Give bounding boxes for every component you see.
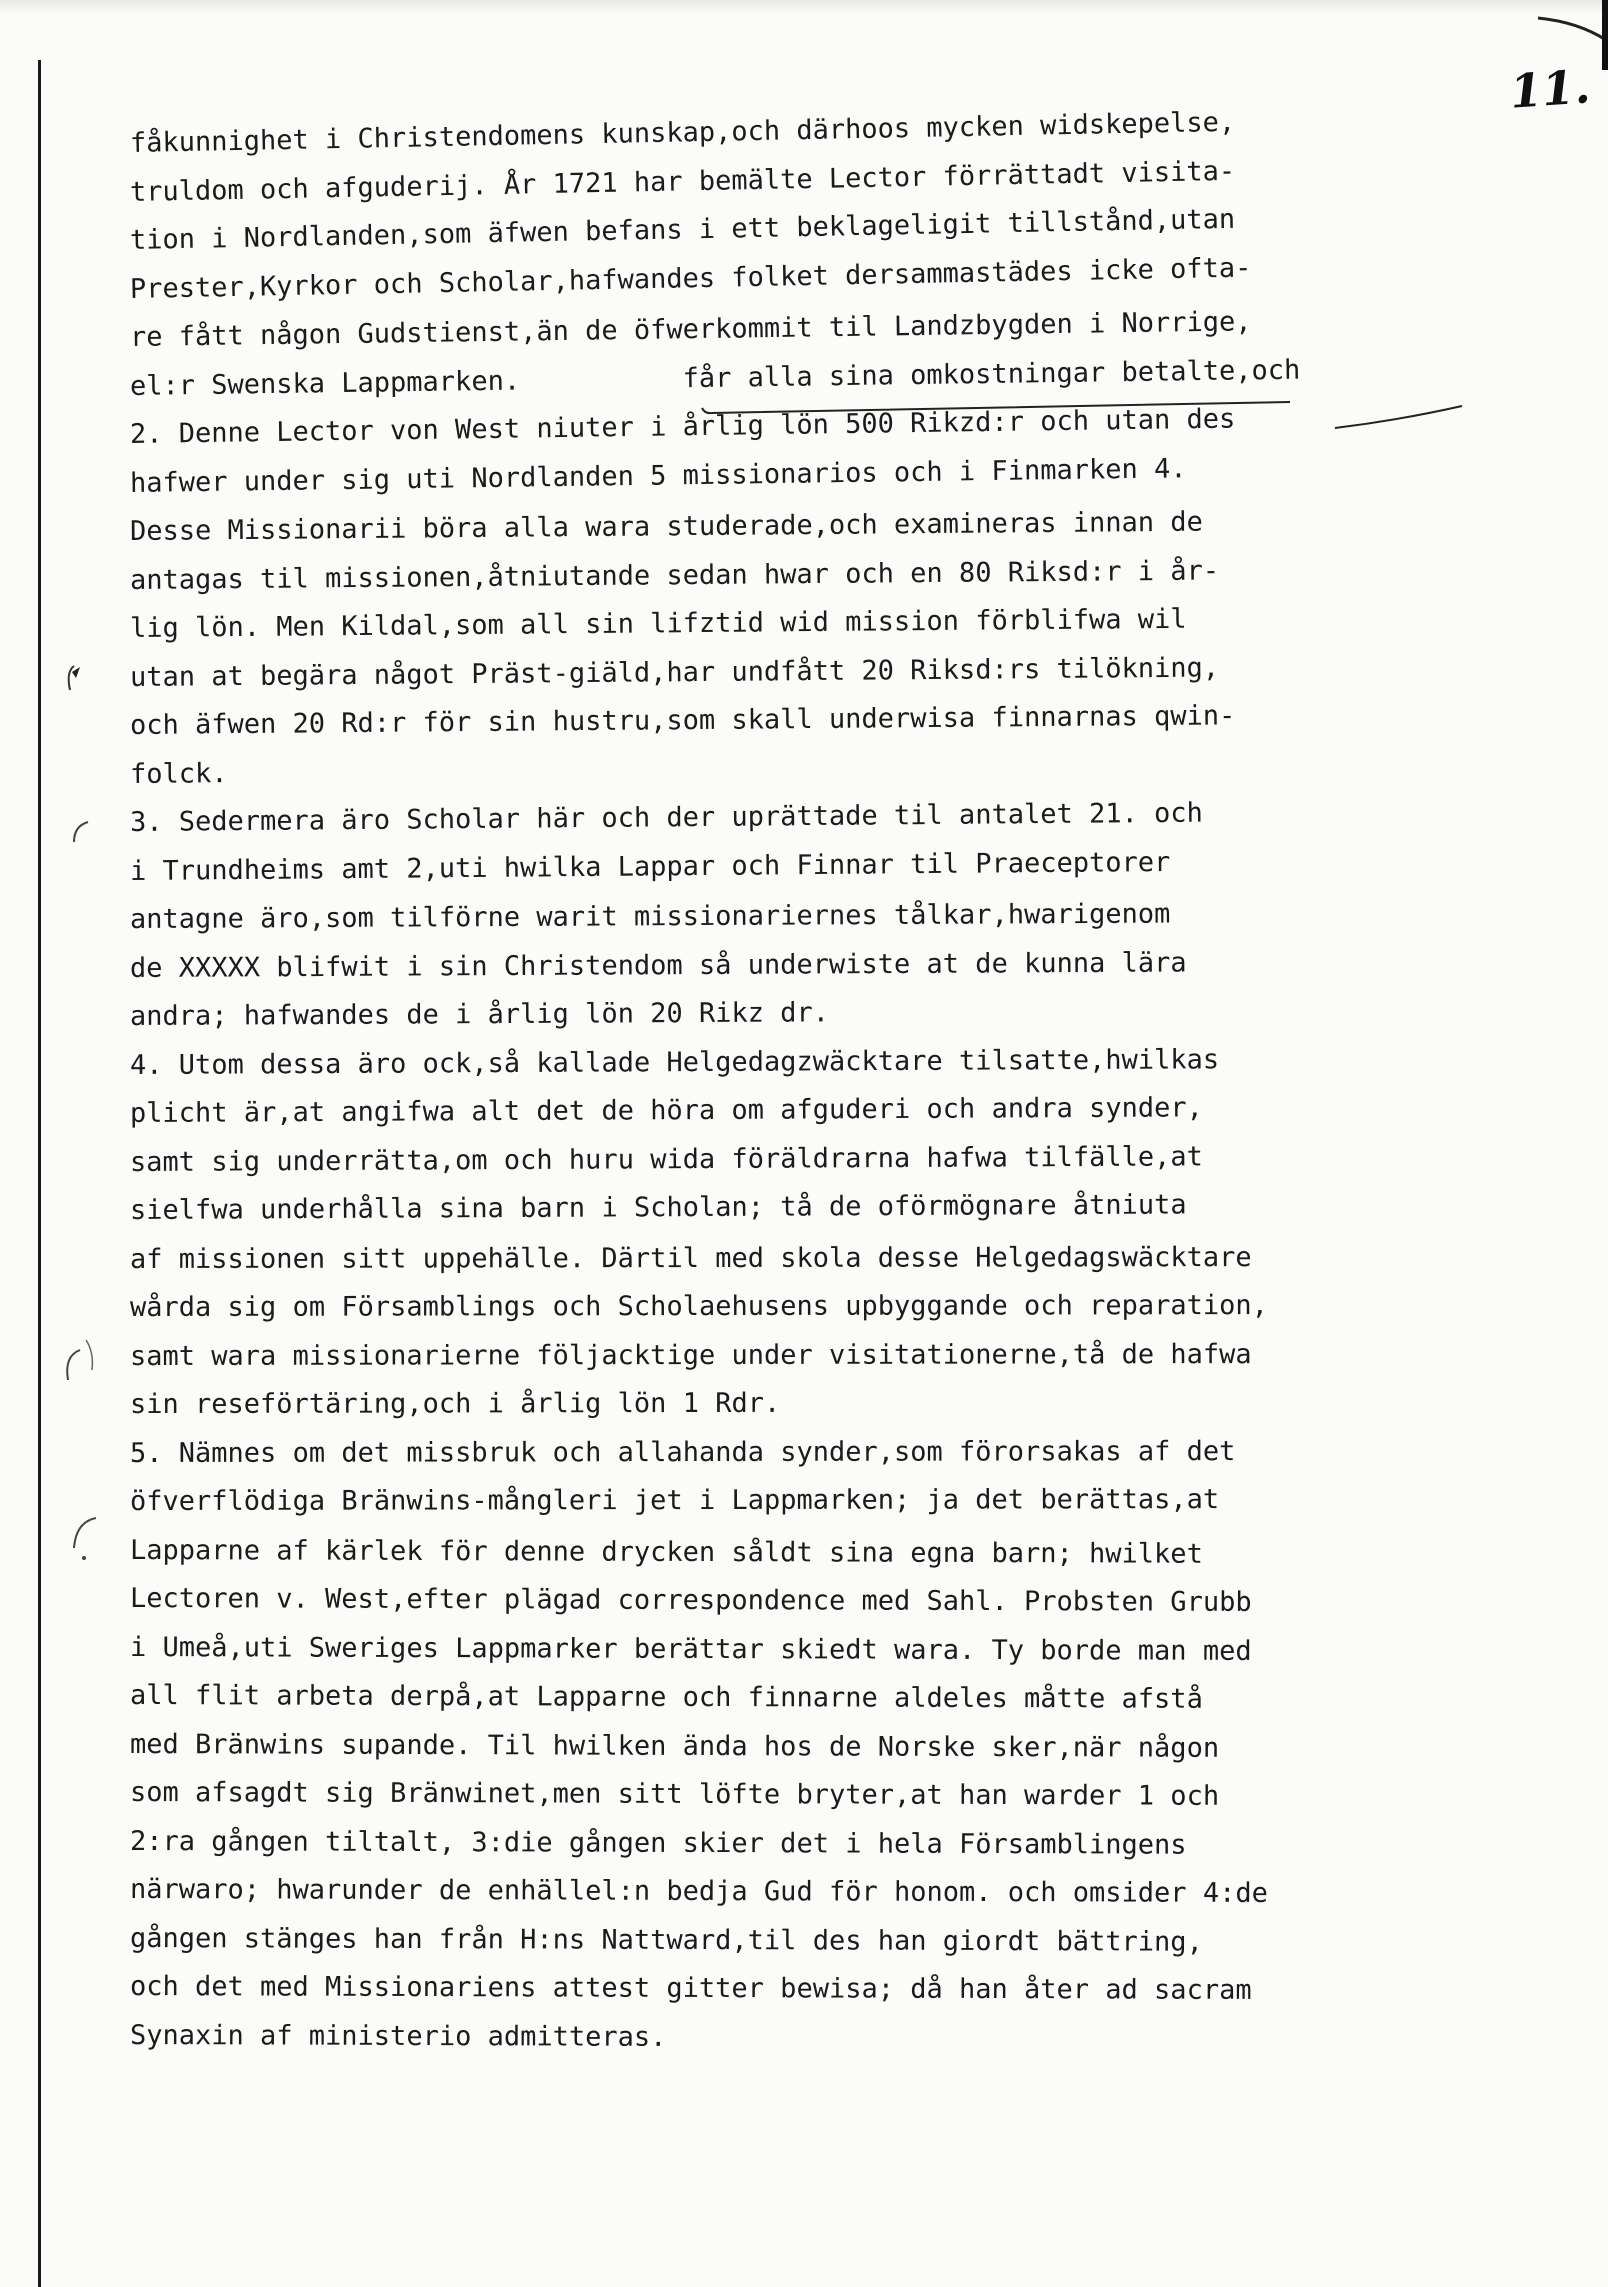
text-line: antagne äro,som tilförne warit missionariernes tålkar,hwarigenom [129,898,1171,935]
text-line: med Bränwins supande. Til hwilken ända hos de Norske sker,när någon [129,1728,1220,1764]
text-line: plicht är,at angifwa alt det de höra om afguderi och andra synder, [129,1092,1203,1129]
text-line: truldom och afguderij. År 1721 har bemälte Lector förrättadt visita- [129,155,1236,208]
text-line: och äfwen 20 Rd:r för sin hustru,som skall underwisa finnarnas qwin- [129,700,1236,741]
text-line: öfverflödiga Bränwins-mångleri jet i Lappmarken; ja det berättas,at [129,1484,1220,1517]
text-line: Desse Missionarii böra alla wara studerade,och examineras innan de [129,506,1203,547]
text-line: 2:ra gången tiltalt, 3:die gången skier det i hela Församblingens [129,1825,1187,1861]
text-line: samt sig underrätta,om och huru wida föräldrarna hafwa tilfälle,at [129,1140,1203,1178]
text-line: lig lön. Men Kildal,som all sin lifztid wid mission förblifwa wil [129,603,1187,644]
text-line: fåkunnighet i Christendomens kunskap,och därhoos mycken widskepelse, [129,106,1236,159]
text-line: närwaro; hwarunder de enhällel:n bedja Gud för honom. och omsider 4:de [129,1874,1268,1909]
text-line: el:r Swenska Lappmarken. får alla sina omkostningar betalte,och [129,354,1301,402]
text-line: tion i Nordlanden,som äfwen befans i ett beklageligit tillstånd,utan [129,203,1236,256]
text-line: sielfwa underhålla sina barn i Scholan; tå de oförmögnare åtniuta [129,1189,1187,1226]
text-line: wårda sig om Församblings och Scholaehusens upbyggande och reparation, [129,1290,1268,1323]
text-line: 5. Nämnes om det missbruk och allahanda synder,som förorsakas af det [129,1435,1236,1469]
page-left-edge [38,60,41,2287]
text-line: och det med Missionariens attest gitter bewisa; då han åter ad sacram [129,1971,1252,2006]
text-line: sin reseförtäring,och i årlig lön 1 Rdr. [129,1387,781,1420]
text-line: 4. Utom dessa äro ock,så kallade Helgedagzwäcktare tilsatte,hwilkas [129,1043,1220,1081]
text-line: utan at begära något Präst-giäld,har undfått 20 Riksd:rs tilökning, [129,651,1220,693]
text-line: hafwer under sig uti Nordlanden 5 missionarios och i Finmarken 4. [129,452,1187,499]
typed-text-block [129,106,1490,2060]
text-line: gången stänges han från H:ns Nattward,til des han giordt bättring, [129,1922,1203,1958]
text-line: Prester,Kyrkor och Scholar,hafwandes folket dersammastädes icke ofta- [129,251,1252,305]
text-line: de XXXXX blifwit i sin Christendom så underwiste at de kunna lära [129,946,1187,984]
text-line: 2. Denne Lector von West niuter i årlig lön 500 Rikzd:r och utan des [129,403,1236,450]
corner-mark [1498,0,1608,70]
page-number: 11. [1508,59,1592,119]
page-top-edge [0,0,1608,14]
text-line: i Umeå,uti Sweriges Lappmarker berättar skiedt wara. Ty borde man med [129,1631,1252,1667]
text-line: Lectoren v. West,efter plägad correspondence med Sahl. Probsten Grubb [129,1583,1252,1618]
text-line: folck. [129,757,228,790]
text-line: som afsagdt sig Bränwinet,men sitt löfte bryter,at han warder 1 och [129,1777,1220,1812]
text-line: andra; hafwandes de i årlig lön 20 Rikz dr. [129,997,830,1032]
text-line: af missionen sitt uppehälle. Därtil med skola desse Helgedagswäcktare [129,1241,1252,1275]
margin-marks [0,0,120,2287]
text-line: Synaxin af ministerio admitteras. [129,2019,667,2053]
text-line: i Trundheims amt 2,uti hwilka Lappar och Finnar til Praeceptorer [129,846,1171,887]
text-line: antagas til missionen,åtniutande sedan hwar och en 80 Riksd:r i år- [129,554,1220,596]
text-line: re fått någon Gudstienst,än de öfwerkommit til Landzbygden i Norrige, [129,306,1252,353]
text-line: 3. Sedermera äro Scholar här och der uprättade til antalet 21. och [129,797,1203,838]
text-line: samt wara missionarierne följacktige under visitationerne,tå de hafwa [129,1338,1252,1372]
text-line: all flit arbeta derpå,at Lapparne och finnarne aldeles måtte afstå [129,1680,1203,1715]
text-line: Lapparne af kärlek för denne drycken såldt sina egna barn; hwilket [129,1534,1203,1570]
